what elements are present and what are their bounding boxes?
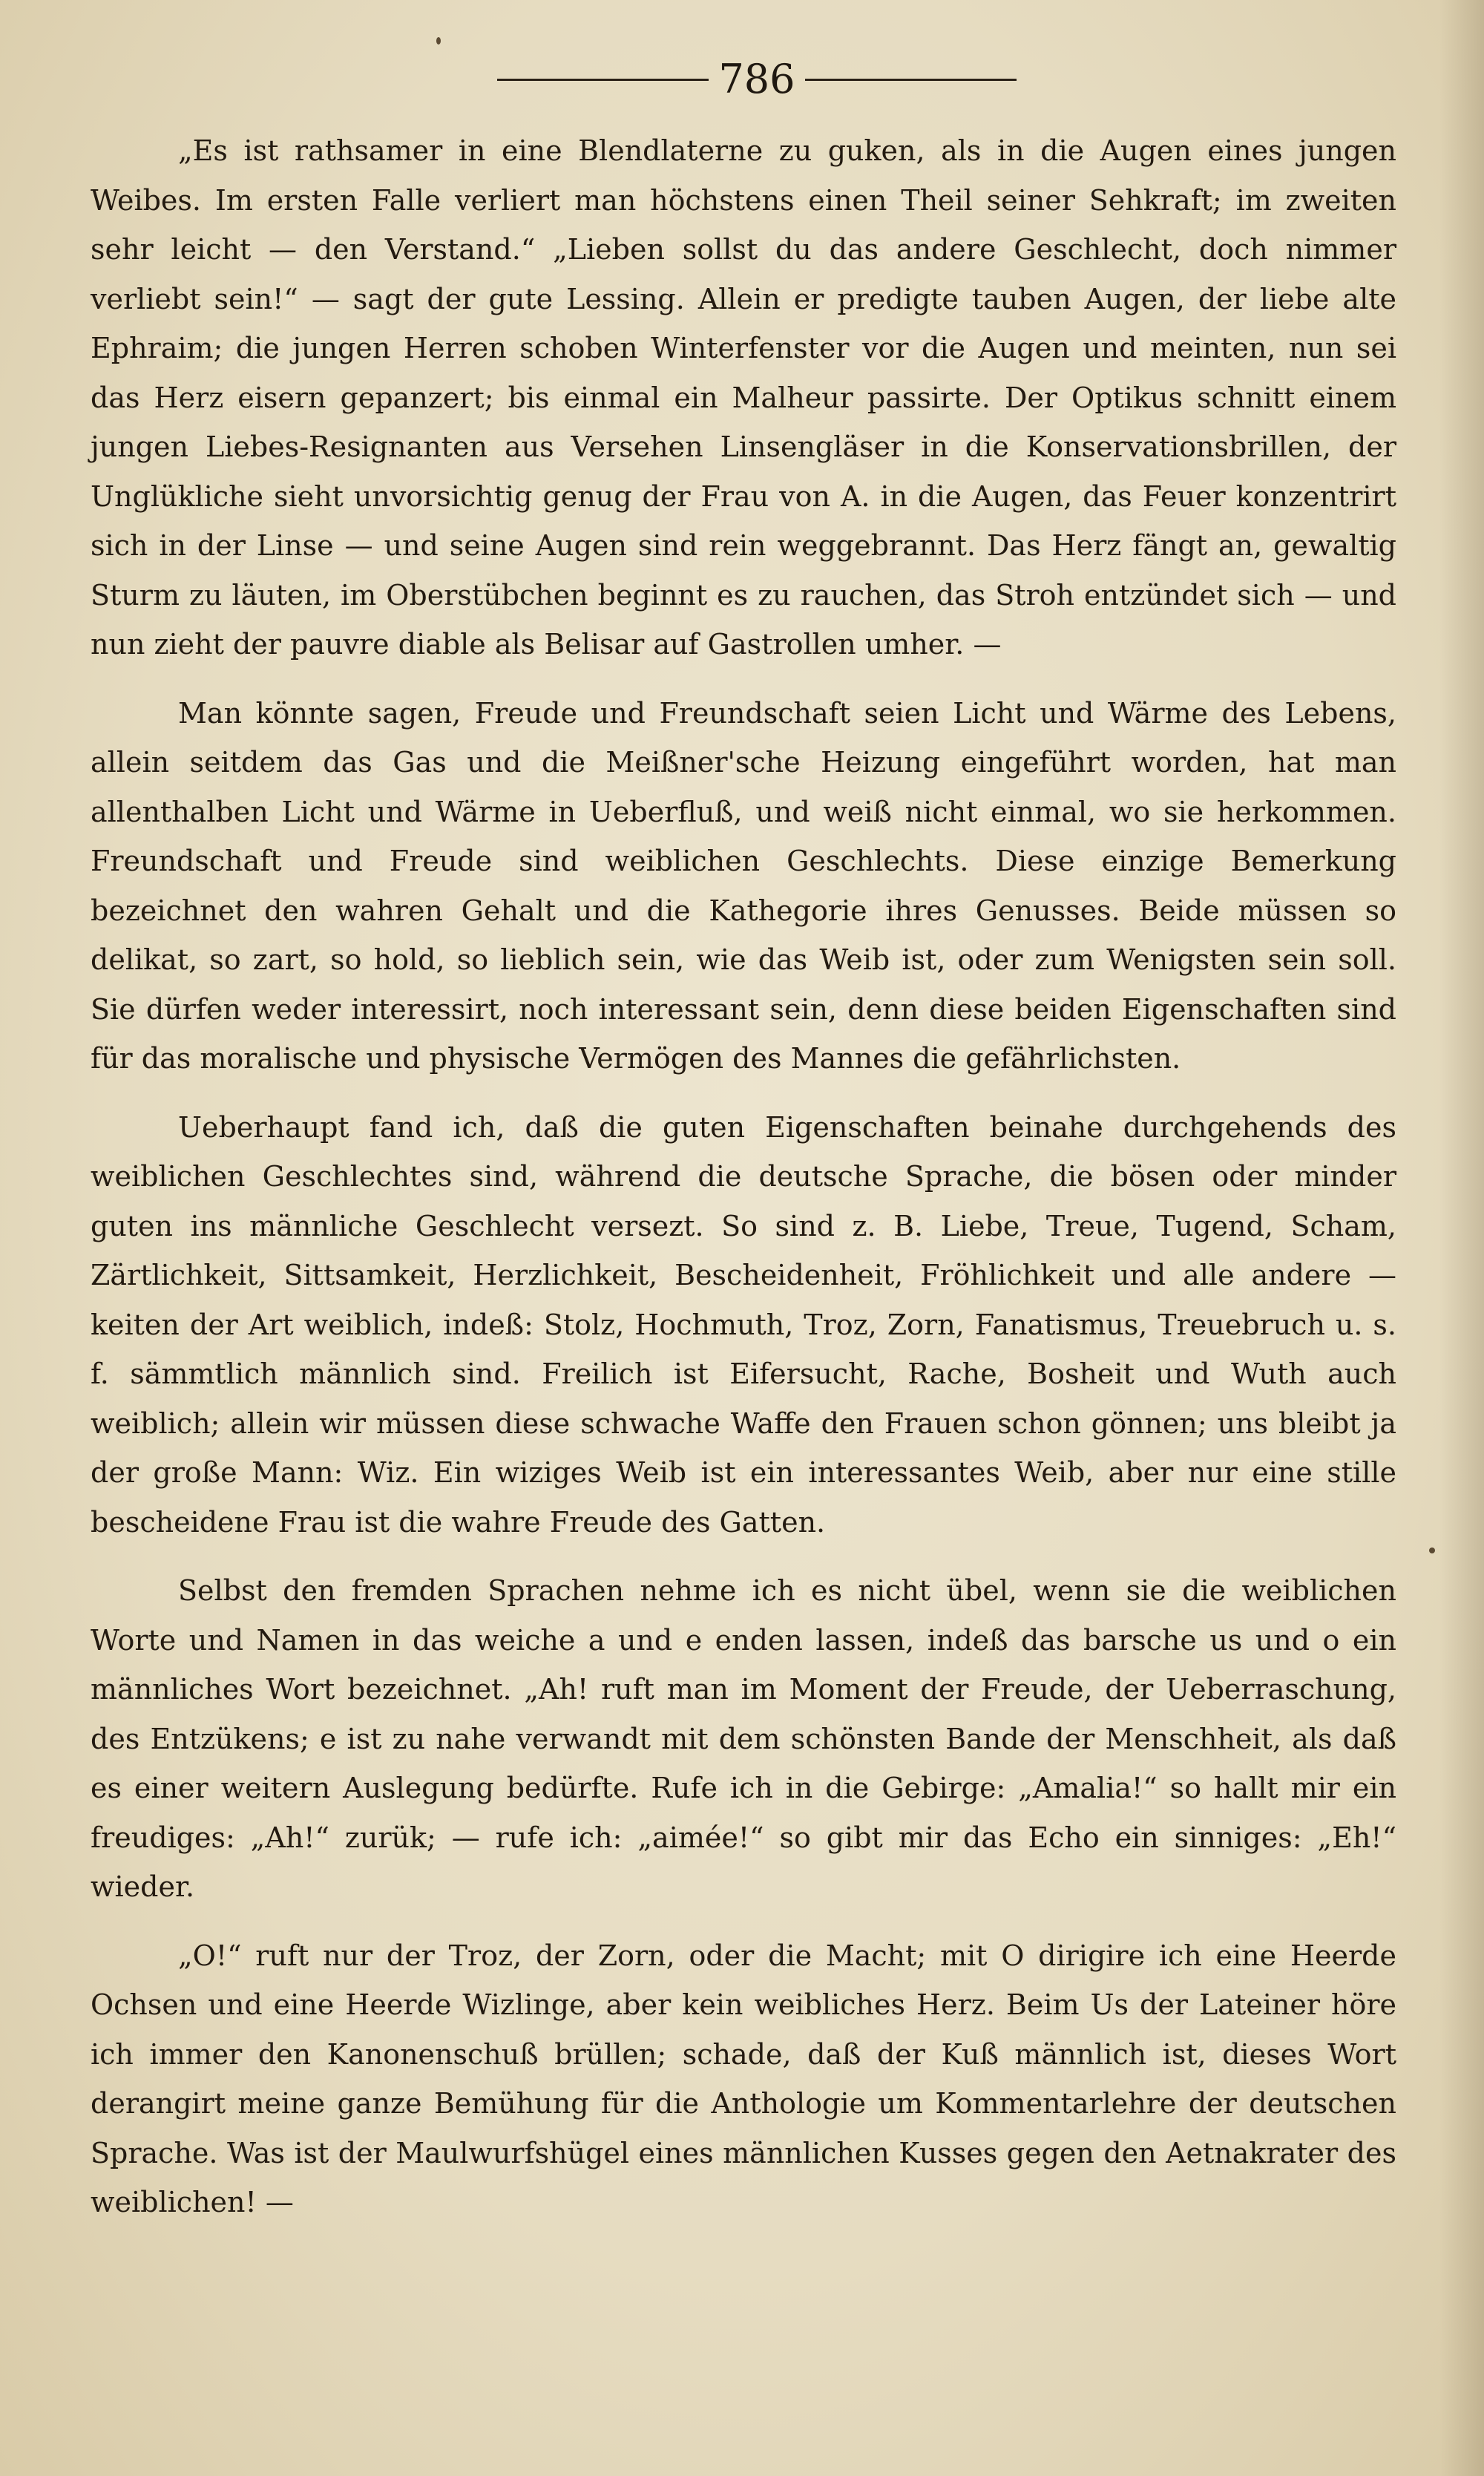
paragraph-5: „O!“ ruft nur der Troz, der Zorn, oder die Macht; mit O dirigire ich eine Heerde Ochsen und eine Heerde Wizlinge, aber kein weibliches Herz. Beim Us der Lateiner höre ich immer den Kanonenschuß brüllen; schade, daß der Kuß männlich ist, dieses Wort derangirt meine ganze Bemühung für die Anthologie um Kommentarlehre der deutschen Sprache. Was ist der Maulwurfshügel eines männlichen Kusses gegen den Aetnakrater des weiblichen! — (91, 1939, 1396, 2218)
ink-speck (436, 37, 441, 45)
header-rule-right (805, 79, 1017, 81)
page-edge-shadow (1439, 0, 1484, 2476)
paragraph-1: „Es ist rathsamer in eine Blendlaterne zu guken, als in die Augen eines jungen Weibes. Im ersten Falle verliert man höchstens einen Theil seiner Sehkraft; im zweiten sehr leicht — den Verstand.“ „Lieben sollst du das andere Geschlecht, doch nimmer verliebt sein!“ — sagt der gute Lessing. Allein er predigte tauben Augen, der liebe alte Ephraim; die jungen Herren schoben Winterfenster vor die Augen und meinten, nun sei das Herz eisern gepanzert; bis einmal ein Malheur passirte. Der Optikus schnitt einem jungen Liebes-Resignanten aus Versehen Linsengläser in die Konservationsbrillen, der Unglükliche sieht unvorsichtig genug der Frau von A. in die Augen, das Feuer konzentrirt sich in der Linse — und seine Augen sind rein weggebrannt. Das Herz fängt an, gewaltig Sturm zu läuten, im Oberstübchen beginnt es zu rauchen, das Stroh entzündet sich — und nun zieht der pauvre diable als Belisar auf Gastrollen umher. — (91, 134, 1396, 661)
ink-speck (1429, 1548, 1435, 1553)
paragraph-3: Ueberhaupt fand ich, daß die guten Eigenschaften beinahe durchgehends des weiblichen Geschlechtes sind, während die deutsche Sprache, die bösen oder minder guten ins männliche Geschlecht versezt. So sind z. B. Liebe, Treue, Tugend, Scham, Zärtlichkeit, Sittsamkeit, Herzlichkeit, Bescheidenheit, Fröhlichkeit und alle andere — keiten der Art weiblich, indeß: Stolz, Hochmuth, Troz, Zorn, Fanatismus, Treuebruch u. s. f. sämmtlich männlich sind. Freilich ist Eifersucht, Rache, Bosheit und Wuth auch weiblich; allein wir müssen diese schwache Waffe den Frauen schon gönnen; uns bleibt ja der große Mann: Wiz. Ein wiziges Weib ist ein interessantes Weib, aber nur eine stille bescheidene Frau ist die wahre Freude des Gatten. (91, 1110, 1396, 1539)
page-header (0, 46, 1484, 113)
body-text (91, 126, 1396, 2247)
paragraph-4: Selbst den fremden Sprachen nehme ich es nicht übel, wenn sie die weiblichen Worte und Namen in das weiche a und e enden lassen, indeß das barsche us und o ein männliches Wort bezeichnet. „Ah! ruft man im Moment der Freude, der Ueberraschung, des Entzükens; e ist zu nahe verwandt mit dem schönsten Bande der Menschheit, als daß es einer weitern Auslegung bedürfte. Rufe ich in die Gebirge: „Amalia!“ so hallt mir ein freudiges: „Ah!“ zurük; — rufe ich: „aimée!“ so gibt mir das Echo ein sinniges: „Eh!“ wieder. (91, 1574, 1396, 1903)
header-rule-left (497, 79, 709, 81)
page-number: 786 (718, 56, 795, 102)
paragraph-2: Man könnte sagen, Freude und Freundschaft seien Licht und Wärme des Lebens, allein seitdem das Gas und die Meißner'sche Heizung eingeführt worden, hat man allenthalben Licht und Wärme in Ueberfluß, und weiß nicht einmal, wo sie herkommen. Freundschaft und Freude sind weiblichen Geschlechts. Diese einzige Bemerkung bezeichnet den wahren Gehalt und die Kathegorie ihres Genusses. Beide müssen so delikat, so zart, so hold, so lieblich sein, wie das Weib ist, oder zum Wenigsten sein soll. Sie dürfen weder interessirt, noch interessant sein, denn diese beiden Eigenschaften sind für das moralische und physische Vermögen des Mannes die gefährlichsten. (91, 696, 1396, 1075)
